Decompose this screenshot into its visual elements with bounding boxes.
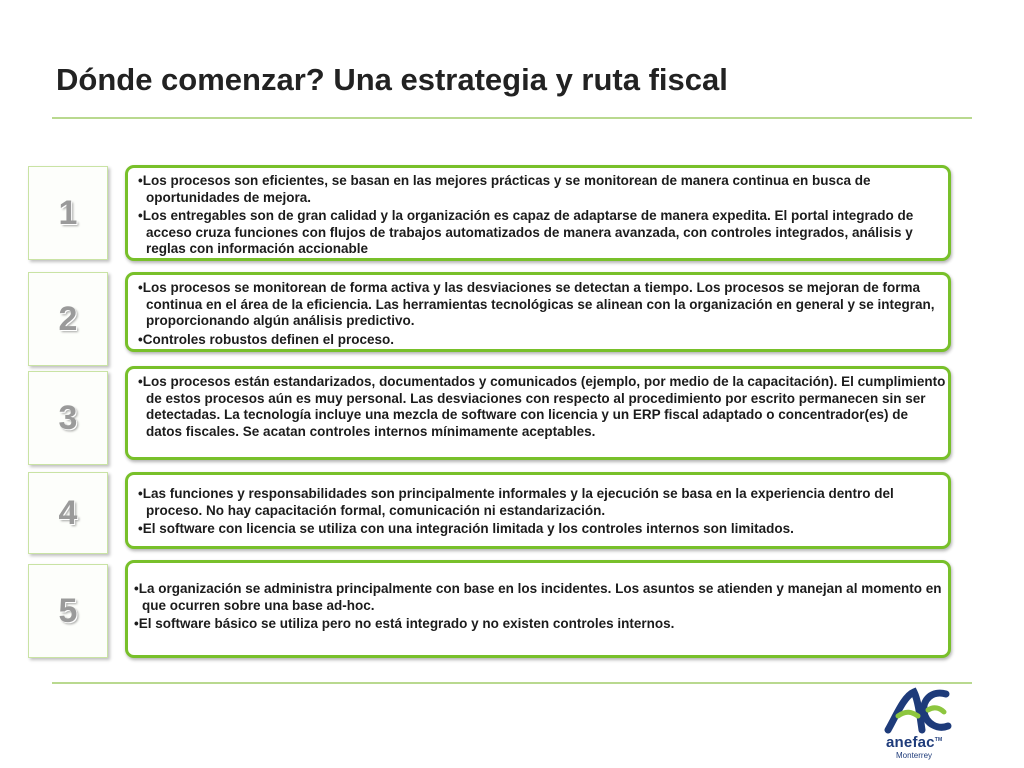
level-number: 5: [58, 591, 78, 630]
level-bullet: • Las funciones y responsabilidades son principalmente informales y la ejecución se basa en la experiencia dentro del proceso. No hay capacitación formal, comunicación ni estandarización.: [138, 486, 946, 519]
level-description-card: [125, 472, 951, 549]
level-number: 4: [58, 493, 78, 532]
logo-city-text: Monterrey: [896, 751, 933, 760]
level-number-box: [28, 272, 108, 366]
footer-divider: [52, 682, 972, 684]
level-number: 2: [58, 299, 78, 338]
anefac-logo: [884, 686, 954, 764]
level-number: 3: [58, 398, 78, 437]
level-bullet: • Los procesos son eficientes, se basan en las mejores prácticas y se monitorean de manera continua en busca de oportunidades de mejora.: [138, 173, 946, 206]
level-bullet: • Controles robustos definen el proceso.: [138, 332, 946, 349]
level-number-box: [28, 371, 108, 465]
level-bullet: • Los entregables son de gran calidad y la organización es capaz de adaptarse de manera expedita. El portal integrado de acceso cruza funciones con flujos de trabajos automatizados de manera avanzada, con controles integrados, análisis y reglas con información accionable: [138, 208, 946, 258]
level-number-box: [28, 472, 108, 554]
level-bullet: • Los procesos están estandarizados, documentados y comunicados (ejemplo, por medio de la capacitación). El cumplimiento de estos procesos aún es muy personal. Las desviaciones con respecto al procedimiento por escrito permanecen sin ser detectadas. La tecnología incluye una mezcla de software con licencia y un ERP fiscal adaptado o concentrador(es) de datos fiscales. Se acatan controles internos mínimamente aceptables.: [138, 374, 946, 440]
level-bullet: • Los procesos se monitorean de forma activa y las desviaciones se detectan a tiempo. Los procesos se mejoran de forma continua en el área de la eficiencia. Las herramientas tecnológicas se alinean con la organización en general y se integran, proporcionando algún análisis predictivo.: [138, 280, 946, 330]
level-number: 1: [58, 193, 78, 232]
page-title: Dónde comenzar? Una estrategia y ruta fiscal: [56, 62, 728, 97]
title-divider: [52, 117, 972, 119]
level-bullet: • El software básico se utiliza pero no está integrado y no existen controles internos.: [134, 616, 946, 633]
logo-brand-text: anefac™: [886, 734, 943, 751]
level-bullet: • El software con licencia se utiliza con una integración limitada y los controles internos son limitados.: [138, 521, 946, 538]
level-description-card: [125, 165, 951, 261]
level-bullet: • La organización se administra principalmente con base en los incidentes. Los asuntos se atienden y manejan al momento en que ocurren sobre una base ad-hoc.: [134, 581, 946, 614]
level-number-box: [28, 166, 108, 260]
anefac-logo-mark-icon: [884, 686, 954, 736]
level-description-card: [125, 366, 951, 460]
level-description-card: [125, 272, 951, 352]
level-description-card: [125, 560, 951, 658]
level-number-box: [28, 564, 108, 658]
